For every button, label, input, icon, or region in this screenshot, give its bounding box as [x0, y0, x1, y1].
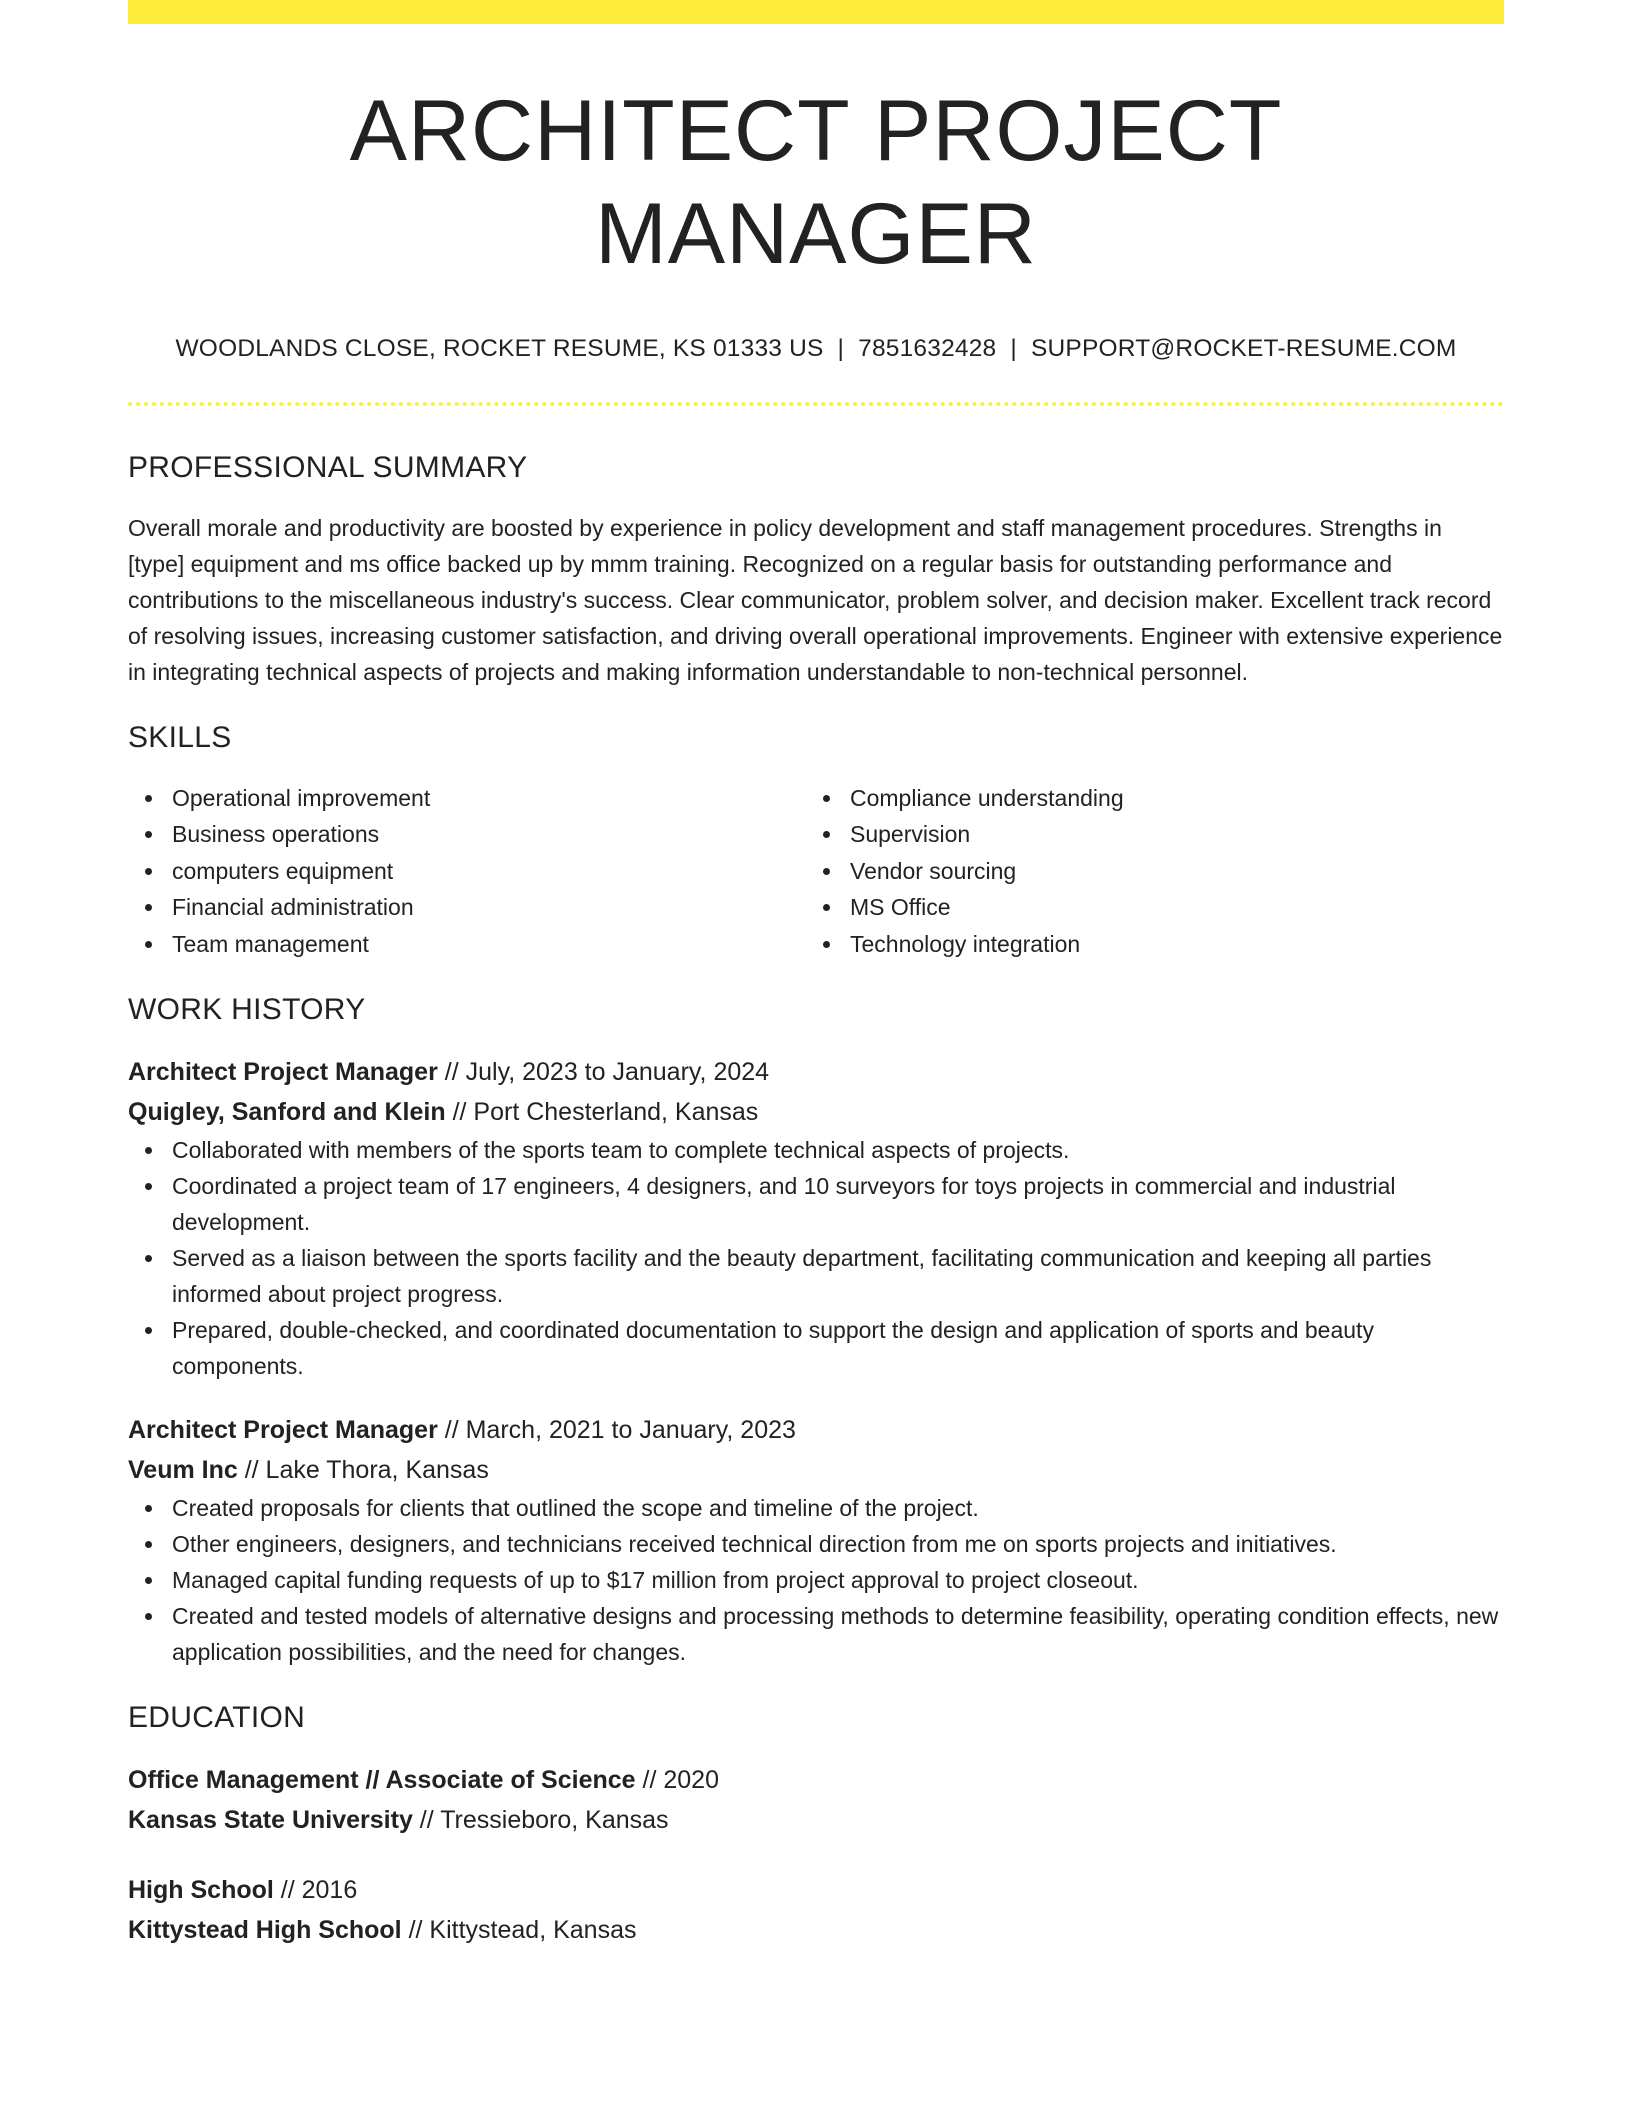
job-title-line — [128, 1410, 1504, 1450]
contact-line — [128, 334, 1504, 363]
job-dates: // July, 2023 to January, 2024 — [437, 1058, 770, 1087]
summary-text: Overall morale and productivity are boosted by experience in policy development and staff management procedures. Strengths in [type] equipment and ms office backed up by mmm training. Recognized on a regular basis for outstanding performance and contributions to the miscellaneous industry's success. Clear communicator, problem solver, and decision maker. Excellent track record of resolving issues, increasing customer satisfaction, and driving overall operational improvements. Engineer with extensive experience in integrating technical aspects of projects and making information understandable to non-technical personnel. — [128, 514, 1503, 685]
job-company: Veum Inc — [128, 1456, 238, 1485]
skill-item: Supervision — [850, 816, 1484, 852]
job-bullet: Managed capital funding requests of up to $17 million from project approval to project closeout. — [172, 1562, 1504, 1598]
education-degree-line — [128, 1870, 1504, 1910]
skills-heading: SKILLS — [128, 720, 232, 754]
job-location: // Port Chesterland, Kansas — [445, 1098, 759, 1127]
education-entry — [128, 1870, 1504, 1950]
job-role: Architect Project Manager — [128, 1058, 438, 1087]
job-bullet: Created proposals for clients that outlined the scope and timeline of the project. — [172, 1490, 1504, 1526]
education-degree-line — [128, 1760, 1504, 1800]
job-title-line — [128, 1052, 1504, 1092]
education-entry — [128, 1760, 1504, 1840]
job-bullet: Served as a liaison between the sports facility and the beauty department, facilitating communication and keeping all parties informed about project progress. — [172, 1240, 1504, 1312]
job-bullets — [128, 1132, 1504, 1384]
contact-email: SUPPORT@ROCKET-RESUME.COM — [1030, 335, 1457, 363]
skill-item: computers equipment — [172, 853, 806, 889]
skill-item: Operational improvement — [172, 780, 806, 816]
education-degree: Office Management // Associate of Science — [128, 1766, 636, 1795]
education-location: // Kittystead, Kansas — [401, 1916, 637, 1945]
summary-heading: PROFESSIONAL SUMMARY — [128, 450, 528, 484]
job-company-line — [128, 1450, 1504, 1490]
education-section — [128, 1700, 1504, 1950]
job-location: // Lake Thora, Kansas — [237, 1456, 489, 1485]
resume-title: ARCHITECT PROJECT MANAGER — [349, 83, 1283, 283]
work-history-heading: WORK HISTORY — [128, 993, 366, 1027]
skills-section — [128, 720, 1504, 963]
job-bullets — [128, 1490, 1504, 1670]
education-location: // Tressieboro, Kansas — [412, 1806, 669, 1835]
education-school: Kittystead High School — [128, 1916, 402, 1945]
education-school-line — [128, 1800, 1504, 1840]
contact-address: WOODLANDS CLOSE, ROCKET RESUME, KS 01333 US — [175, 335, 824, 363]
skill-item: Financial administration — [172, 889, 806, 925]
education-year: // 2016 — [273, 1876, 358, 1905]
job-bullet: Created and tested models of alternative designs and processing methods to determine feasibility, operating condition effects, new application possibilities, and the need for changes. — [172, 1598, 1504, 1670]
contact-separator: | — [837, 335, 845, 363]
skill-item: Vendor sourcing — [850, 853, 1484, 889]
job-entry — [128, 1410, 1504, 1670]
accent-bar — [128, 0, 1504, 24]
contact-phone: 7851632428 — [858, 335, 997, 363]
work-history-section — [128, 992, 1504, 1670]
summary-section — [128, 450, 1504, 690]
skill-item: Team management — [172, 926, 806, 962]
job-bullet: Other engineers, designers, and technicians received technical direction from me on sports projects and initiatives. — [172, 1526, 1504, 1562]
education-school: Kansas State University — [128, 1806, 413, 1835]
job-bullet: Prepared, double-checked, and coordinated documentation to support the design and application of sports and beauty components. — [172, 1312, 1504, 1384]
job-company-line — [128, 1092, 1504, 1132]
education-degree: High School — [128, 1876, 274, 1905]
job-company: Quigley, Sanford and Klein — [128, 1098, 446, 1127]
job-entry — [128, 1052, 1504, 1384]
skill-item: Compliance understanding — [850, 780, 1484, 816]
skills-column-left — [128, 780, 806, 963]
skill-item: MS Office — [850, 889, 1484, 925]
education-school-line — [128, 1910, 1504, 1950]
skill-item: Technology integration — [850, 926, 1484, 962]
job-role: Architect Project Manager — [128, 1416, 438, 1445]
job-dates: // March, 2021 to January, 2023 — [437, 1416, 796, 1445]
skill-item: Business operations — [172, 816, 806, 852]
job-bullet: Collaborated with members of the sports team to complete technical aspects of projects. — [172, 1132, 1504, 1168]
dotted-divider — [128, 402, 1504, 406]
education-year: // 2020 — [635, 1766, 719, 1795]
job-bullet: Coordinated a project team of 17 engineers, 4 designers, and 10 surveyors for toys projects in commercial and industrial development. — [172, 1168, 1504, 1240]
contact-separator: | — [1010, 335, 1017, 363]
skills-columns — [128, 780, 1504, 963]
education-heading: EDUCATION — [128, 1701, 306, 1735]
resume-page — [128, 0, 1504, 1950]
skills-column-right — [806, 780, 1484, 963]
